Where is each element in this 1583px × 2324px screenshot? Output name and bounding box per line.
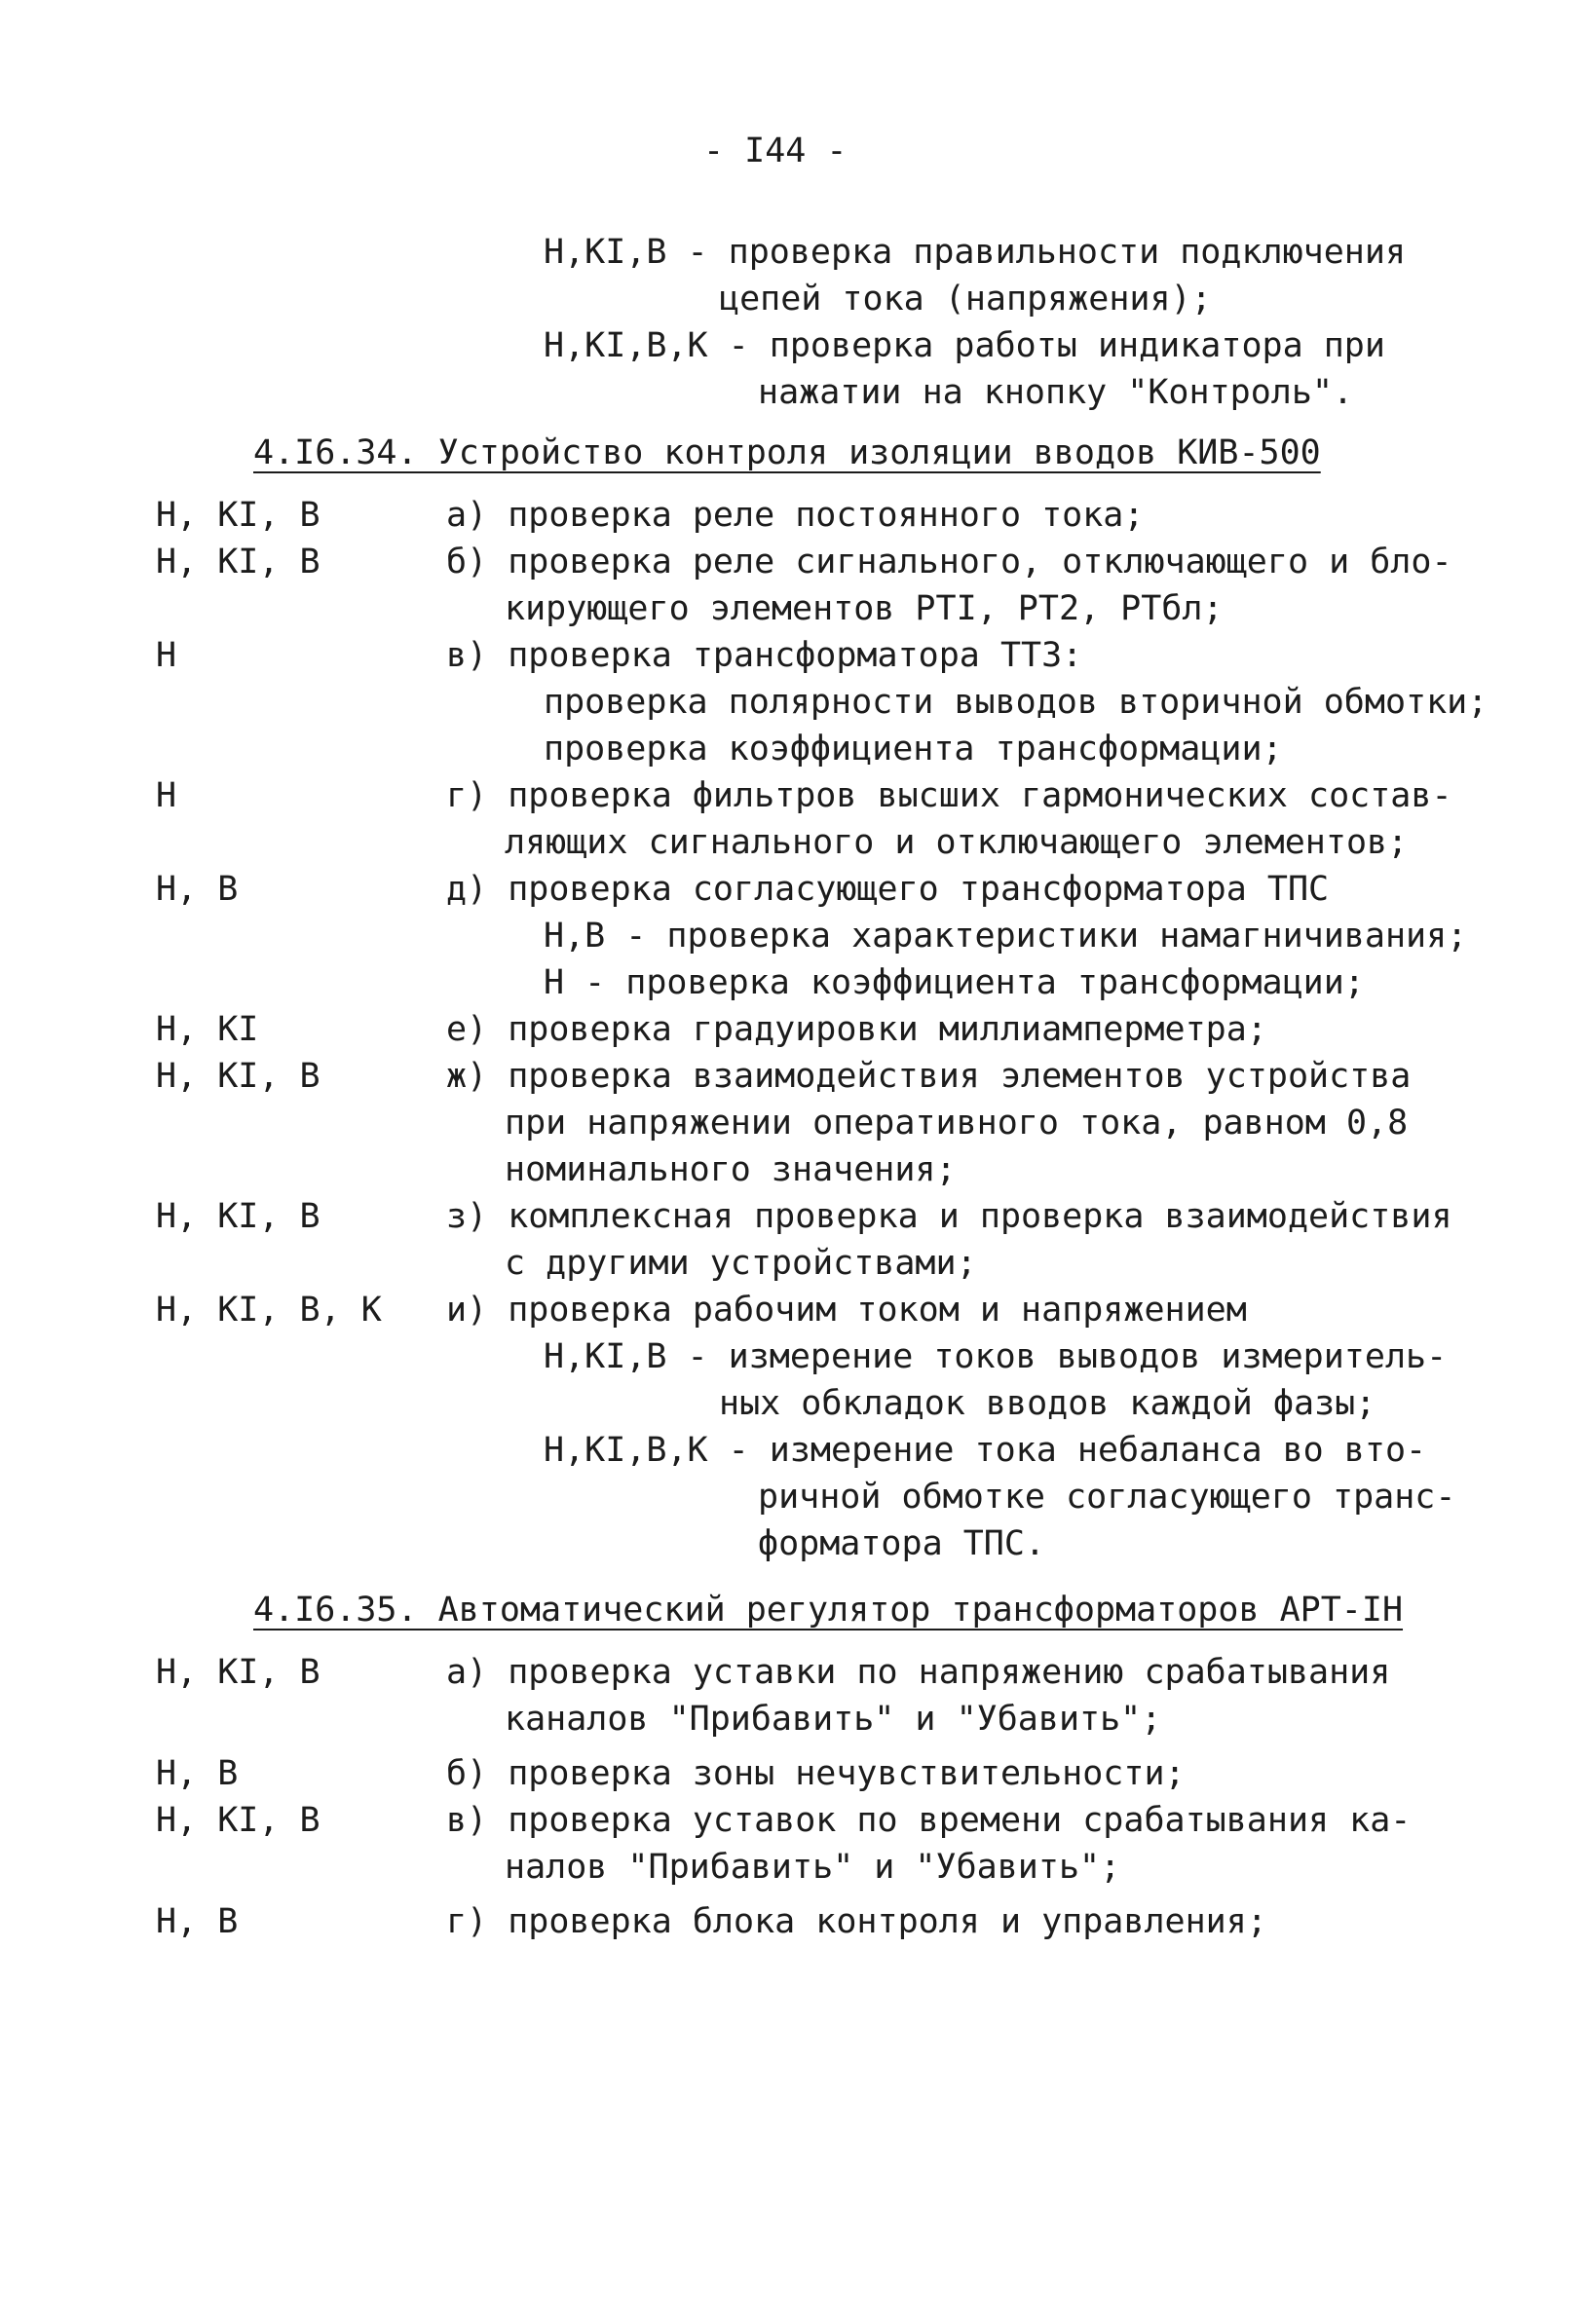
intro-line: цепей тока (напряжения); — [719, 280, 1212, 319]
item-line: каналов "Прибавить" и "Убавить"; — [505, 1700, 1162, 1739]
item-line: ляющих сигнального и отключающего элементов; — [505, 823, 1409, 862]
item-line: кирующего элементов РТI, РТ2, РТбл; — [505, 589, 1224, 628]
item-line: г) проверка фильтров высших гармонических состав- — [446, 776, 1452, 815]
item-line: в) проверка уставок по времени срабатывания ка- — [446, 1801, 1412, 1840]
item-line: форматора ТПС. — [758, 1524, 1046, 1563]
item-line: проверка коэффициента трансформации; — [544, 730, 1283, 768]
section-heading: 4.I6.34. Устройство контроля изоляции вводов КИВ-500 — [253, 433, 1321, 472]
item-codes: Н — [156, 776, 177, 815]
item-codes: Н, КI, В — [156, 1197, 320, 1236]
item-line: и) проверка рабочим током и напряжением — [446, 1291, 1247, 1330]
section-heading: 4.I6.35. Автоматический регулятор трансформаторов АРТ-IН — [253, 1591, 1404, 1630]
item-line: при напряжении оперативного тока, равном 0,8 — [505, 1104, 1409, 1143]
item-line: в) проверка трансформатора ТТЗ: — [446, 636, 1083, 675]
intro-line: Н,КI,В,К - проверка работы индикатора при — [544, 326, 1385, 365]
item-codes: Н, КI, В — [156, 496, 320, 535]
item-line: а) проверка уставки по напряжению срабатывания — [446, 1653, 1391, 1692]
item-codes: Н, КI, В — [156, 1653, 320, 1692]
item-codes: Н, В — [156, 1754, 239, 1793]
item-line: Н,КI,В - измерение токов выводов измеритель- — [544, 1337, 1448, 1376]
item-line: г) проверка блока контроля и управления; — [446, 1902, 1267, 1941]
item-codes: Н, В — [156, 870, 239, 909]
item-codes: Н, КI, В — [156, 1801, 320, 1840]
item-codes: Н — [156, 636, 177, 675]
intro-line: Н,КI,В - проверка правильности подключения — [544, 233, 1407, 272]
item-line: номинального значения; — [505, 1150, 957, 1189]
item-line: ж) проверка взаимодействия элементов устройства — [446, 1057, 1412, 1096]
item-line: Н,В - проверка характеристики намагничивания; — [544, 917, 1468, 956]
item-codes: Н, КI, В — [156, 543, 320, 581]
item-line: Н - проверка коэффициента трансформации; — [544, 963, 1365, 1002]
item-codes: Н, КI, В, К — [156, 1291, 382, 1330]
page-number: - I44 - — [703, 131, 848, 170]
item-line: с другими устройствами; — [505, 1244, 977, 1283]
intro-line: нажатии на кнопку "Контроль". — [758, 373, 1354, 412]
item-line: ричной обмотке согласующего транс- — [758, 1478, 1456, 1517]
item-codes: Н, КI — [156, 1010, 259, 1049]
item-line: з) комплексная проверка и проверка взаимодействия — [446, 1197, 1452, 1236]
item-line: е) проверка градуировки миллиамперметра; — [446, 1010, 1267, 1049]
item-line: б) проверка зоны нечувствительности; — [446, 1754, 1186, 1793]
item-line: а) проверка реле постоянного тока; — [446, 496, 1145, 535]
item-codes: Н, В — [156, 1902, 239, 1941]
item-line: д) проверка согласующего трансформатора ТПС — [446, 870, 1330, 909]
item-line: б) проверка реле сигнального, отключающего и бло- — [446, 543, 1452, 581]
item-line: проверка полярности выводов вторичной обмотки; — [544, 683, 1489, 722]
item-line: ных обкладок вводов каждой фазы; — [719, 1384, 1376, 1423]
item-line: Н,КI,В,К - измерение тока небаланса во вто- — [544, 1431, 1427, 1470]
item-line: налов "Прибавить" и "Убавить"; — [505, 1848, 1121, 1887]
item-codes: Н, КI, В — [156, 1057, 320, 1096]
